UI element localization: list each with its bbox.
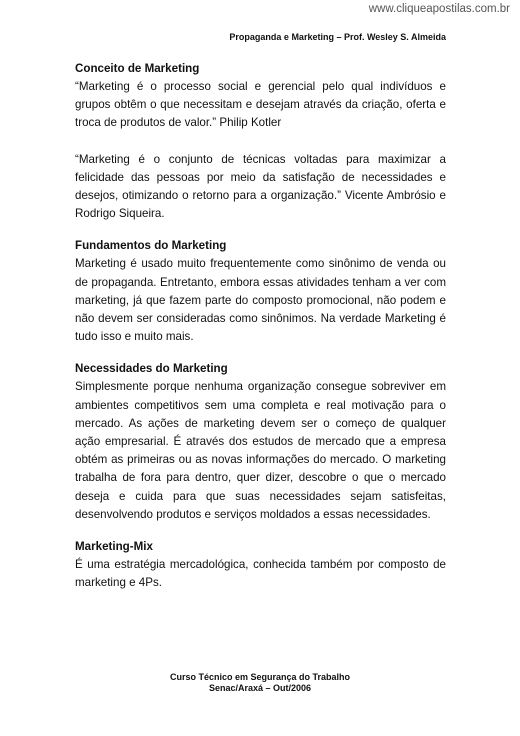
section-conceito — [75, 60, 446, 223]
section-heading: Marketing-Mix — [75, 540, 153, 554]
section-heading: Necessidades do Marketing — [75, 362, 228, 376]
footer-institution: Senac/Araxá – Out/2006 — [208, 683, 312, 693]
section-necessidades — [75, 360, 446, 524]
footer-course: Curso Técnico em Segurança do Trabalho — [169, 672, 351, 682]
paragraph: É uma estratégia mercadológica, conhecida também por composto de marketing e 4Ps. — [75, 558, 446, 590]
paragraph: Marketing é usado muito frequentemente como sinônimo de venda ou de propaganda. Entretanto, embora essas atividades tenham a ver com marketing, já que fazem parte do composto promocional, não podem e não devem ser consideradas como sinônimos. Na verdade Marketing é tudo isso e muito mais. — [75, 257, 446, 344]
watermark-url: www.cliqueapostilas.com.br — [368, 3, 510, 15]
section-heading: Fundamentos do Marketing — [75, 239, 227, 253]
page-footer — [0, 672, 520, 694]
paragraph: “Marketing é o conjunto de técnicas voltadas para maximizar a felicidade das pessoas por meio da satisfação de necessidades e desejos, otimizando o retorno para a organização.” Vicente Ambrósio e Rodrigo Siqueira. — [75, 152, 446, 221]
section-heading: Conceito de Marketing — [75, 62, 200, 75]
paragraph: “Marketing é o processo social e gerencial pelo qual indivíduos e grupos obtêm o que necessitam e desejam através da criação, oferta e troca de produtos de valor.” Philip Kotler — [75, 80, 446, 130]
document-body — [75, 60, 446, 606]
paragraph: Simplesmente porque nenhuma organização consegue sobreviver em ambientes competitivos sem uma completa e real motivação para o mercado. As ações de marketing devem ser o começo de qualquer ação empresarial. É através dos estudos de mercado que a empresa obtém as primeiras ou as novas informações do mercado. O marketing trabalha de fora para dentro, quer dizer, descobre o que o mercado deseja e cuida para que suas necessidades sejam satisfeitas, desenvolvendo produtos e serviços moldados a essas necessidades. — [75, 380, 446, 521]
section-fundamentos — [75, 237, 446, 346]
section-marketing-mix — [75, 538, 446, 592]
page-header: Propaganda e Marketing – Prof. Wesley S. Almeida — [229, 32, 446, 42]
